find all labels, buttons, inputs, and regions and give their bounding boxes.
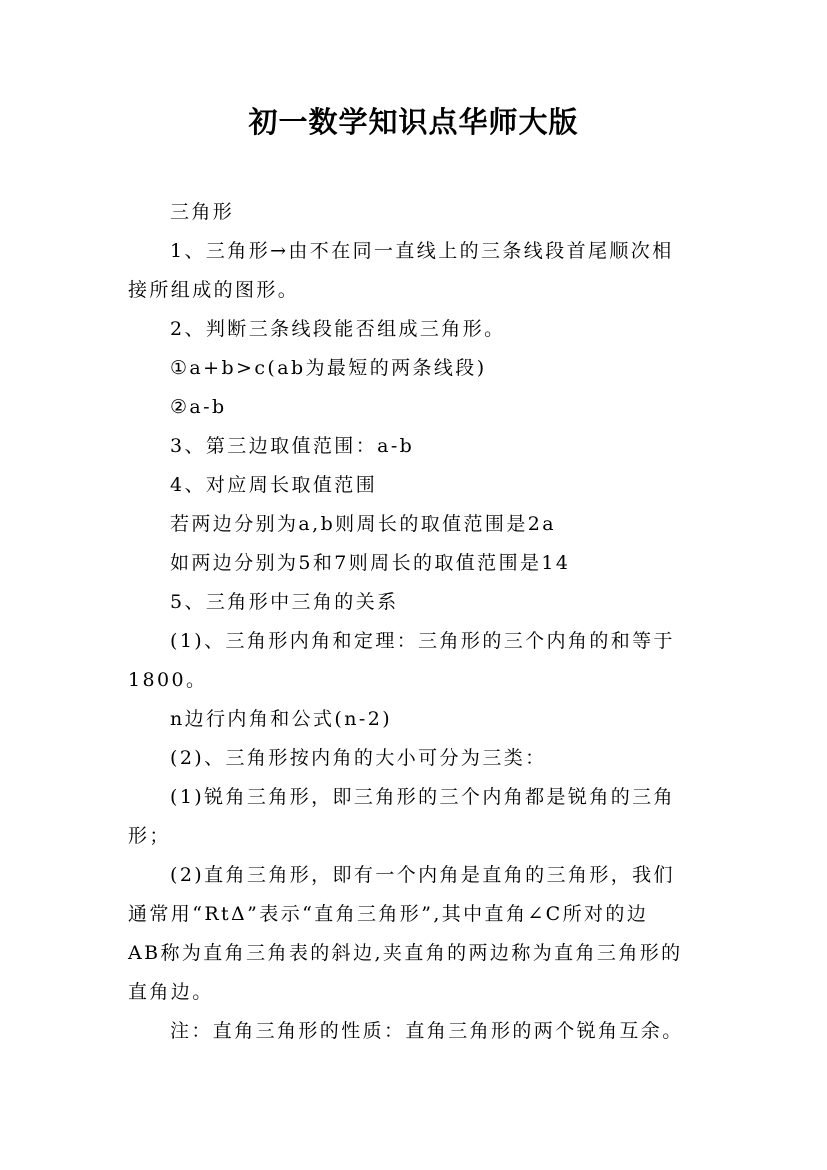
paragraph-line: 4、对应周长取值范围 (170, 474, 378, 496)
paragraph-line: 2、判断三条线段能否组成三角形。 (170, 318, 506, 340)
paragraph-line: 通常用“RtΔ”表示“直角三角形”,其中直角∠C所对的边 (128, 903, 649, 925)
paragraph-line: (1)锐角三角形，即三角形的三个内角都是锐角的三角 (170, 786, 675, 808)
paragraph-line: 5、三角形中三角的关系 (170, 591, 399, 613)
paragraph-line: 1、三角形→由不在同一直线上的三条线段首尾顺次相 (170, 240, 674, 262)
paragraph-line: AB称为直角三角表的斜边,夹直角的两边称为直角三角形的 (128, 942, 683, 964)
paragraph-line: 1800。 (128, 669, 208, 691)
paragraph-line: 形； (128, 825, 171, 847)
paragraph-line: ②a-b (170, 396, 227, 418)
paragraph-line: n边行内角和公式(n-2) (170, 708, 393, 730)
document-title: 初一数学知识点华师大版 (248, 105, 579, 139)
paragraph-line: (2)直角三角形，即有一个内角是直角的三角形，我们 (170, 864, 675, 886)
paragraph-line: 直角边。 (128, 981, 214, 1003)
paragraph-line: 3、第三边取值范围：a-b (170, 435, 415, 457)
paragraph-line: (1)、三角形内角和定理：三角形的三个内角的和等于 (170, 630, 675, 652)
paragraph-line: 如两边分别为5和7则周长的取值范围是14 (170, 552, 571, 574)
paragraph-line: 若两边分别为a,b则周长的取值范围是2a (170, 513, 556, 535)
paragraph-line: ①a+b>c(ab为最短的两条线段) (170, 357, 487, 379)
paragraph-line: 三角形 (170, 201, 235, 223)
paragraph-line: (2)、三角形按内角的大小可分为三类： (170, 747, 547, 769)
document-body (128, 193, 718, 1051)
paragraph-line: 接所组成的图形。 (128, 279, 300, 301)
paragraph-line: 注：直角三角形的性质：直角三角形的两个锐角互余。 (170, 1020, 684, 1042)
